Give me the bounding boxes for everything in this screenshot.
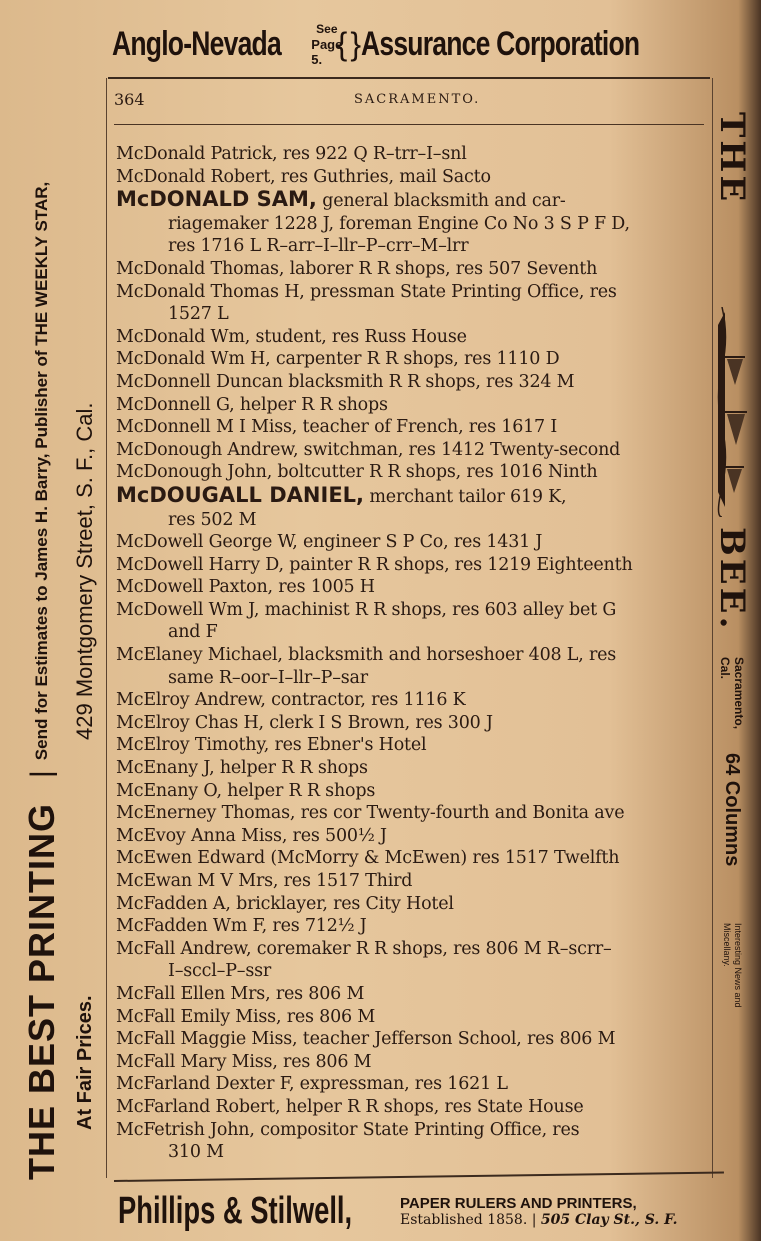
- send-estimates-ad: Send for Estimates to James H. Barry, Publisher of THE WEEKLY STAR,: [32, 181, 51, 761]
- directory-entry: [116, 394, 716, 417]
- directory-entry: [116, 576, 716, 599]
- entry-name: McFadden Wm F: [116, 916, 262, 937]
- entry-name: McDonald Thomas H: [116, 281, 300, 302]
- interesting-news-label: Interesting News and: [733, 923, 743, 1008]
- top-rule: [108, 77, 710, 79]
- directory-entry: [116, 983, 716, 1006]
- directory-entry: [116, 166, 716, 189]
- entry-name: McFall Mary Miss: [116, 1051, 273, 1072]
- entry-continuation: res 1716 L R–arr–I–llr–P–crr–M–lrr: [168, 236, 469, 257]
- entry-name: McDonnell M I Miss: [116, 417, 292, 438]
- directory-entry: [116, 712, 716, 735]
- columns-count: 64 Columns: [721, 753, 744, 867]
- entry-name: McDowell Harry D: [116, 554, 279, 575]
- entry-name: McFall Andrew: [116, 938, 247, 959]
- directory-entry: [116, 893, 716, 916]
- entry-details: , res 712½ J: [261, 916, 367, 937]
- entry-details: general blacksmith and car-: [316, 191, 566, 212]
- entry-name: McFetrish John: [116, 1119, 250, 1140]
- brace-left: {: [336, 25, 348, 62]
- entry-name: McFarland Robert: [116, 1096, 276, 1117]
- entry-continuation: riagemaker 1228 J, foreman Engine Co No 3 S P F D,: [168, 213, 630, 234]
- entry-name: McDonald Wm H: [116, 349, 266, 370]
- ad-assurance-corporation: Assurance Corporation: [361, 24, 640, 63]
- entry-details: , res 806 M: [265, 983, 365, 1004]
- entry-name: McDonough John: [116, 462, 267, 483]
- entry-name: McEnany O: [116, 780, 217, 801]
- directory-entry: [116, 847, 716, 870]
- directory-entry: [116, 870, 716, 893]
- entry-details: , res 806 M: [275, 1006, 376, 1027]
- entry-name: McDonald Robert: [116, 166, 271, 187]
- entry-details: , painter R R shops, res 1219 Eighteenth: [278, 554, 633, 575]
- page-number: 364: [114, 89, 145, 109]
- phillips-stilwell-name: Phillips & Stilwell,: [118, 1189, 353, 1232]
- entry-details: , res Guthries, mail Sacto: [270, 166, 491, 187]
- entry-details: , teacher Jefferson School, res 806 M: [292, 1029, 616, 1050]
- bottom-advertisement: [118, 1184, 738, 1238]
- directory-entry: [116, 439, 716, 462]
- entry-details: , laborer R R shops, res 507 Seventh: [278, 258, 598, 279]
- entry-name: McEnany J: [116, 758, 210, 779]
- entry-details: , machinist R R shops, res 603 alley bet G: [253, 599, 617, 620]
- entry-name: McDowell Paxton: [116, 577, 268, 598]
- header-rule: [114, 124, 704, 125]
- entry-details: , contractor, res 1116 K: [260, 690, 466, 711]
- entry-details: , teacher of French, res 1617 I: [291, 417, 558, 438]
- entry-name: McElroy Timothy: [116, 735, 264, 756]
- clay-street-address: 505 Clay St., S. F.: [540, 1211, 678, 1228]
- entry-name: McFarland Dexter F: [116, 1074, 289, 1095]
- entry-name: McFall Ellen Mrs: [116, 983, 266, 1004]
- entry-details: , helper R R shops, res State House: [275, 1096, 584, 1117]
- entry-details: , res 1005 H: [267, 577, 375, 598]
- best-printing-ad: THE BEST PRINTING: [21, 802, 62, 1180]
- entry-details: , pressman State Printing Office, res: [299, 281, 617, 302]
- see-label: See: [316, 21, 338, 36]
- entry-name: McDowell Wm J: [116, 599, 254, 620]
- directory-entry: [116, 1073, 716, 1096]
- established-label: Established 1858.: [400, 1211, 528, 1228]
- brace-right: }: [350, 25, 362, 62]
- cal-label: Cal.: [718, 657, 732, 680]
- entry-details: , expressman, res 1621 L: [288, 1074, 508, 1095]
- entry-name: McDOUGALL DANIEL,: [116, 483, 365, 507]
- entry-continuation: I–sccl–P–ssr: [168, 961, 272, 982]
- entry-name: McFall Emily Miss: [116, 1006, 276, 1027]
- directory-entry: [116, 689, 716, 712]
- directory-entry: [116, 258, 716, 281]
- entry-details: blacksmith R R shops, res 324 M: [282, 371, 575, 392]
- sacramento-label: Sacramento,: [732, 657, 746, 730]
- entry-details: , compositor State Printing Office, res: [249, 1119, 580, 1140]
- running-head-city: SACRAMENTO.: [354, 91, 481, 107]
- entry-details: , switchman, res 1412 Twenty-second: [292, 439, 621, 460]
- montgomery-address: 429 Montgomery Street, S. F., Cal.: [72, 402, 97, 740]
- directory-entry: [116, 531, 716, 554]
- entry-continuation: 310 M: [168, 1142, 224, 1163]
- entry-name: McElroy Andrew: [116, 690, 261, 711]
- entry-continuation: 1527 L: [168, 304, 229, 325]
- printers-details: [400, 1195, 678, 1228]
- entry-details: , res 806 M: [272, 1051, 372, 1072]
- entry-continuation: and F: [168, 622, 218, 643]
- left-margin-advertisement: [18, 70, 108, 1180]
- ad-anglo-nevada: Anglo-Nevada: [112, 24, 281, 63]
- directory-entry: [116, 188, 716, 258]
- sacramento-cal: [718, 657, 746, 753]
- entry-name: McEvoy Anna Miss: [116, 825, 282, 846]
- directory-entry: [116, 461, 716, 484]
- entry-details: , helper R R shops: [209, 758, 368, 779]
- directory-entry: [116, 780, 716, 803]
- entry-name: McDonald Wm: [116, 326, 245, 347]
- the-bee-word-the: THE: [712, 112, 752, 205]
- directory-entry: [116, 326, 716, 349]
- entry-name: McFadden A: [116, 893, 226, 914]
- entry-details: , res 500½ J: [281, 825, 387, 846]
- directory-entry: [116, 757, 716, 780]
- entry-details: (McMorry & McEwen) res 1517 Twelfth: [265, 848, 620, 869]
- directory-entry: [116, 825, 716, 848]
- directory-entry: [116, 416, 716, 439]
- see-page-note: [311, 22, 342, 67]
- established-and-address: Established 1858. | 505 Clay St., S. F.: [400, 1211, 678, 1228]
- entry-name: McFall Maggie Miss: [116, 1029, 293, 1050]
- directory-entry: [116, 484, 716, 531]
- directory-entry: [116, 915, 716, 938]
- entry-name: McEnerney Thomas: [116, 803, 290, 824]
- entry-name: McDonnell Duncan: [116, 371, 283, 392]
- right-margin-advertisement: [712, 112, 752, 1172]
- entry-name: McDonald Patrick: [116, 144, 272, 164]
- entry-details: , helper R R shops: [216, 780, 376, 801]
- directory-entry: [116, 599, 716, 644]
- directory-entry: [116, 554, 716, 577]
- directory-entry: [116, 644, 716, 689]
- separator-bar: |: [25, 770, 58, 778]
- directory-entry: [116, 143, 716, 166]
- entry-details: , res Ebner's Hotel: [263, 735, 427, 756]
- top-advertisement: [112, 14, 712, 74]
- directory-entry: [116, 1051, 716, 1074]
- entry-name: McDonough Andrew: [116, 439, 293, 460]
- entry-name: McDONALD SAM,: [116, 188, 317, 212]
- entry-name: McEwan M V Mrs: [116, 871, 273, 891]
- directory-entry: [116, 281, 716, 326]
- entry-details: , carpenter R R shops, res 1110 D: [265, 349, 560, 370]
- directory-entry: [116, 938, 716, 983]
- page-ref: Page 5.: [311, 36, 343, 67]
- the-bee-word-bee: BEE.: [712, 527, 752, 632]
- entry-details: , bricklayer, res City Hotel: [225, 893, 454, 914]
- entry-name: McElroy Chas H: [116, 712, 259, 733]
- fair-prices-ad: At Fair Prices.: [73, 995, 96, 1130]
- directory-entry: [116, 1119, 716, 1164]
- ship-illustration-icon: [717, 297, 747, 527]
- entry-continuation: same R–oor–I–llr–P–sar: [168, 667, 368, 688]
- paper-rulers-label: PAPER RULERS AND PRINTERS,: [400, 1194, 637, 1212]
- directory-entry: [116, 1006, 716, 1029]
- entry-details: , res cor Twenty-fourth and Bonita ave: [289, 803, 625, 824]
- directory-entry: [116, 1028, 716, 1051]
- bottom-rule: [114, 1171, 724, 1182]
- entry-details: , engineer S P Co, res 1431 J: [292, 532, 543, 553]
- directory-entry: [116, 1096, 716, 1119]
- entry-details: , boltcutter R R shops, res 1016 Ninth: [266, 462, 598, 483]
- miscellany-label: Miscellany.: [722, 923, 732, 967]
- entry-details: , res 922 Q R–trr–I–snl: [271, 144, 467, 164]
- entry-name: McEwen Edward: [116, 848, 266, 869]
- news-miscellany: [721, 923, 743, 1008]
- entry-details: , clerk I S Brown, res 300 J: [258, 712, 493, 733]
- directory-entries: [116, 143, 716, 1164]
- entry-details: , helper R R shops: [229, 394, 388, 415]
- entry-details: , blacksmith and horseshoer 408 L, res: [277, 645, 617, 666]
- directory-entry: [116, 348, 716, 371]
- entry-details: , res 1517 Third: [272, 871, 413, 891]
- entry-name: McDowell George W: [116, 532, 293, 553]
- directory-entry: [116, 371, 716, 394]
- directory-entry: [116, 734, 716, 757]
- entry-details: , student, res Russ House: [244, 326, 467, 347]
- entry-name: McElaney Michael: [116, 645, 278, 666]
- entry-name: McDonald Thomas: [116, 258, 279, 279]
- entry-name: McDonnell G: [116, 394, 230, 415]
- entry-details: merchant tailor 619 K,: [364, 486, 567, 507]
- directory-entry: [116, 802, 716, 825]
- page-header: [114, 88, 704, 110]
- entry-continuation: res 502 M: [168, 509, 257, 530]
- entry-details: , coremaker R R shops, res 806 M R–scrr–: [246, 938, 612, 959]
